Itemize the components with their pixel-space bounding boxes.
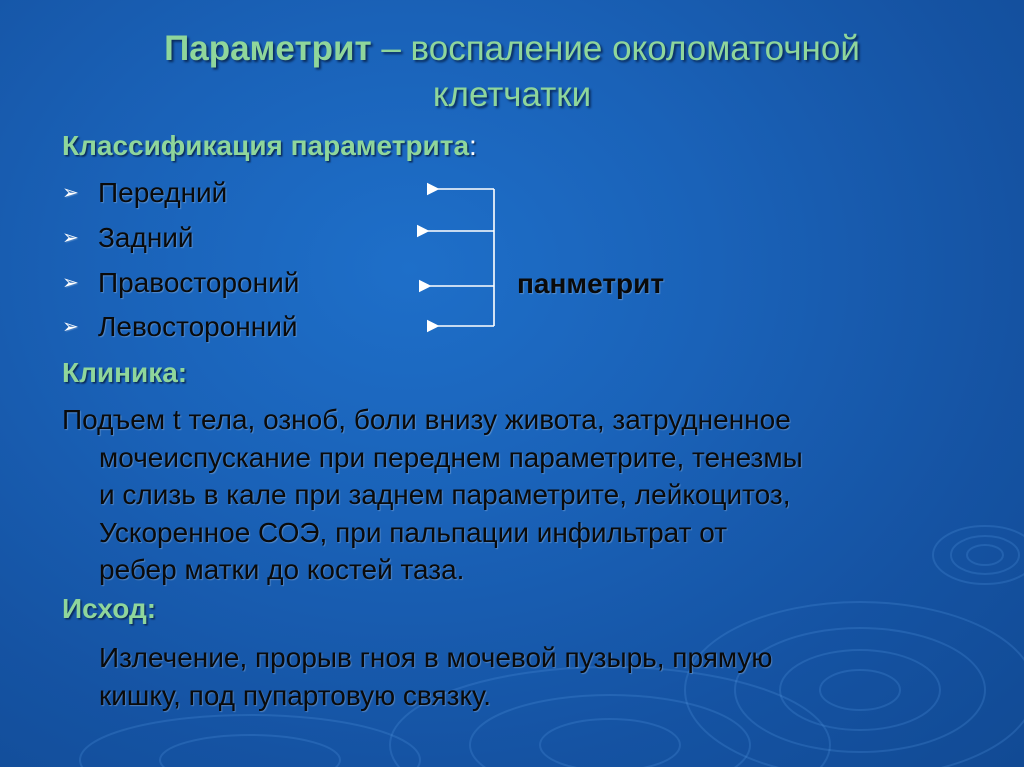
- classification-heading-colon: :: [469, 130, 477, 161]
- bullet-arrow-icon: ➢: [62, 182, 79, 204]
- outcome-heading: Исход:: [62, 593, 157, 624]
- clinic-line: ребер матки до костей таза.: [99, 554, 465, 585]
- classification-item-right: [62, 267, 299, 299]
- bullet-arrow-icon: ➢: [62, 272, 79, 294]
- classification-item-label: Задний: [98, 222, 194, 253]
- clinic-heading: Клиника:: [62, 357, 188, 388]
- panmetritis-label: панметрит: [517, 268, 665, 299]
- bullet-arrow-icon: ➢: [62, 227, 79, 249]
- classification-item-left: [62, 311, 298, 343]
- classification-item-posterior: [62, 222, 194, 254]
- clinic-line: Ускоренное СОЭ, при пальпации инфильтрат от: [99, 516, 728, 548]
- outcome-line: Излечение, прорыв гноя в мочевой пузырь, прямую: [99, 642, 773, 673]
- slide-title: [0, 26, 1024, 118]
- classification-heading: [62, 130, 477, 162]
- outcome-paragraph: [62, 639, 982, 714]
- classification-item-anterior: [62, 177, 227, 209]
- clinic-line: и слизь в кале при заднем параметрите, лейкоцитоз,: [99, 479, 791, 510]
- classification-item-label: Передний: [98, 177, 228, 208]
- clinic-line: мочеиспускание при переднем параметрите, тенезмы: [99, 441, 803, 473]
- classification-heading-text: Классификация параметрита: [62, 130, 470, 161]
- bullet-arrow-icon: ➢: [62, 316, 79, 338]
- clinic-line: Подъем t тела, озноб, боли внизу живота, затрудненное: [62, 404, 791, 435]
- outcome-line: кишку, под пупартовую связку.: [99, 679, 491, 711]
- title-definition: – воспаление околоматочной: [371, 29, 860, 68]
- classification-item-label: Левосторонний: [98, 311, 298, 342]
- clinic-paragraph: [62, 401, 982, 589]
- title-line-2: клетчатки: [432, 75, 592, 114]
- classification-item-label: Правостороний: [98, 267, 300, 298]
- title-term: Параметрит: [164, 29, 372, 68]
